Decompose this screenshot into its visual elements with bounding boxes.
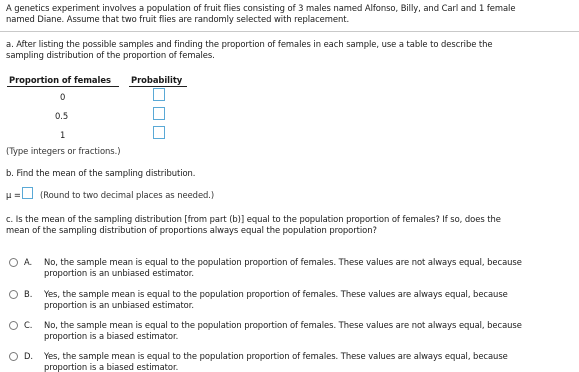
col-underline-2 [129,86,187,87]
option-letter-a: A. [24,257,33,267]
part-a-note: (Type integers or fractions.) [6,146,121,156]
part-b-question: b. Find the mean of the sampling distribution. [6,168,196,178]
option-text-c [44,320,522,341]
table-row-1-value: 0.5 [55,111,69,121]
table-row-2-value: 1 [60,130,66,140]
option-text-a [44,257,522,278]
option-letter-b: B. [24,289,33,299]
option-text-b [44,289,508,310]
option-c-line-1: No, the sample mean is equal to the population proportion of females. These values are not always equal, because [44,320,522,330]
part-c-line-1: c. Is the mean of the sampling distribution [from part (b)] equal to the population proportion of females? If so, does the [6,214,501,224]
mean-input[interactable] [22,187,33,199]
part-a-line-2: sampling distribution of the proportion of females. [6,49,215,60]
option-letter-c: C. [24,320,33,330]
intro-line-1: A genetics experiment involves a population of fruit flies consisting of 3 males named Alfonso, Billy, and Carl and 1 female [6,3,516,13]
part-b-hint: (Round to two decimal places as needed.) [40,190,215,200]
radio-button-c[interactable] [9,321,18,330]
part-c-question [6,214,501,235]
option-d-line-1: Yes, the sample mean is equal to the population proportion of females. These values are always equal, because [44,351,508,361]
probability-input-1[interactable] [153,107,165,120]
option-a-line-1: No, the sample mean is equal to the population proportion of females. These values are not always equal, because [44,257,522,267]
option-c-line-2: proportion is a biased estimator. [44,330,179,341]
part-a-question [6,39,493,60]
option-a-line-2: proportion is an unbiased estimator. [44,267,194,278]
divider [0,31,579,32]
part-a-line-1: a. After listing the possible samples and finding the proportion of females in each sample, use a table to describe the [6,39,493,49]
mu-label: μ = [6,190,21,200]
radio-button-a[interactable] [9,258,18,267]
col-header-probability: Probability [131,75,183,85]
intro-text [6,3,515,24]
radio-button-d[interactable] [9,352,18,361]
part-c-line-2: mean of the sampling distribution of proportions always equal the population proportion? [6,224,377,235]
table-row-0-value: 0 [60,92,66,102]
option-b-line-1: Yes, the sample mean is equal to the population proportion of females. These values are always equal, because [44,289,508,299]
option-letter-d: D. [24,351,34,361]
probability-input-2[interactable] [153,126,165,139]
option-d-line-2: proportion is a biased estimator. [44,361,179,372]
option-b-line-2: proportion is an unbiased estimator. [44,299,194,310]
probability-input-0[interactable] [153,88,165,101]
col-header-proportion: Proportion of females [9,75,111,85]
intro-line-2: named Diane. Assume that two fruit flies are randomly selected with replacement. [6,13,350,24]
option-text-d [44,351,508,372]
col-underline-1 [7,86,119,87]
radio-button-b[interactable] [9,290,18,299]
